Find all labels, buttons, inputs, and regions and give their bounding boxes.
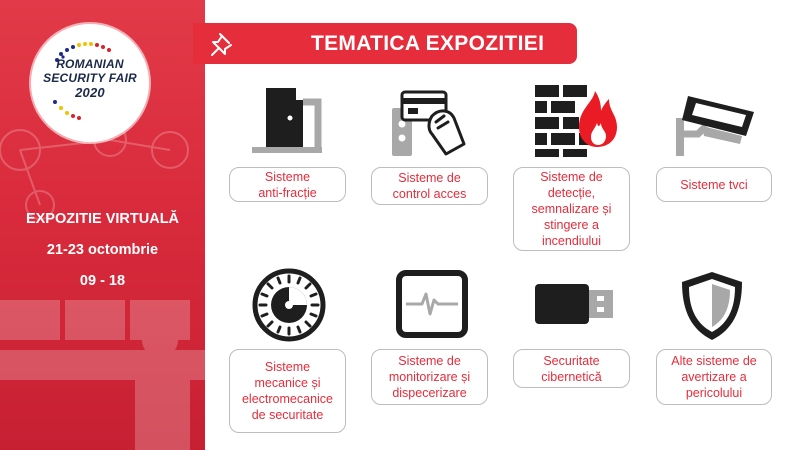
logo-line-2: SECURITY FAIR <box>43 71 137 85</box>
event-hours: 09 - 18 <box>79 273 126 289</box>
usb-stick-icon <box>535 284 615 324</box>
event-dates: 21-23 octombrie <box>46 242 159 258</box>
category-label: Securitate cibernetică <box>541 353 602 384</box>
card-reader-icon <box>388 86 472 158</box>
logo-line-1: ROMANIAN <box>56 57 124 71</box>
fire-wall-icon <box>535 85 619 157</box>
left-panel <box>0 0 205 450</box>
category-label: Sisteme mecanice și electromecanice de securitate <box>241 360 333 422</box>
fair-logo <box>31 24 149 142</box>
category-label: Sisteme anti-fracție <box>258 169 317 200</box>
logo-year: 2020 <box>75 85 105 100</box>
pushpin-icon <box>209 31 237 57</box>
shield-icon <box>680 270 744 342</box>
category-label: Alte sisteme de avertizare a pericolului <box>671 354 757 400</box>
monitor-icon <box>396 270 468 338</box>
safe-dial-icon <box>252 268 326 342</box>
category-label: Sisteme de control acces <box>392 171 467 201</box>
category-label: Sisteme de detecție, semnalizare și stingere a incendiului <box>531 170 612 248</box>
cctv-camera-icon <box>676 90 760 160</box>
door-icon <box>246 88 326 156</box>
category-label: Sisteme tvci <box>680 177 748 192</box>
section-title: TEMATICA EXPOZITIEI <box>311 32 545 55</box>
event-title: EXPOZITIE VIRTUALĂ <box>25 211 180 227</box>
category-label: Sisteme de monitorizare și dispecerizare <box>388 354 471 400</box>
section-header <box>193 23 577 64</box>
